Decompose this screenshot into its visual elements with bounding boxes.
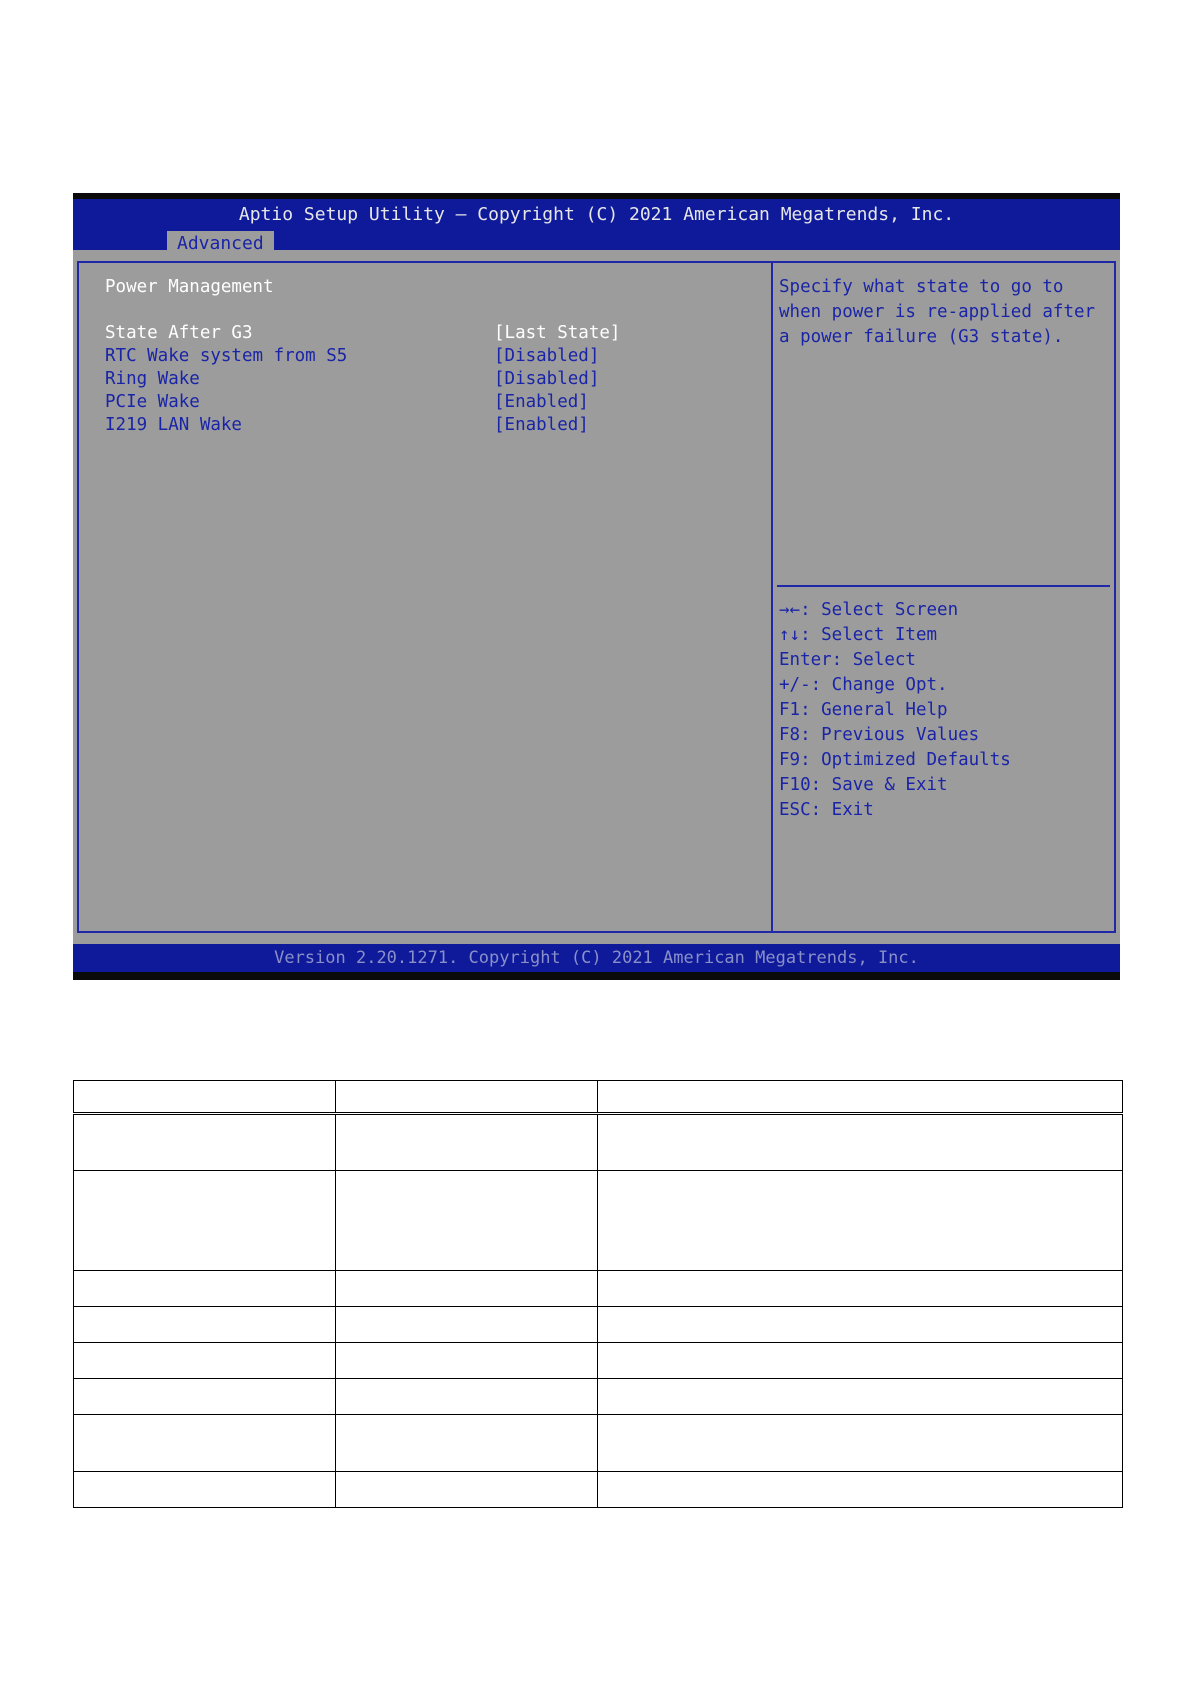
main-panel [77, 261, 1116, 933]
table-cell [74, 1271, 336, 1307]
help-line: Specify what state to go to [779, 277, 1064, 297]
table-header-cell [598, 1081, 1123, 1114]
table-row [74, 1171, 1123, 1271]
panel-divider [771, 263, 773, 931]
table-cell [598, 1343, 1123, 1379]
table-cell [336, 1472, 598, 1508]
setting-value[interactable]: [Last State] [494, 323, 621, 343]
setting-value[interactable]: [Disabled] [494, 346, 600, 366]
bios-screen [73, 193, 1120, 980]
setting-label: Ring Wake [105, 369, 200, 389]
table-cell [74, 1472, 336, 1508]
table-cell [598, 1307, 1123, 1343]
key-help-line: F1: General Help [779, 700, 948, 720]
settings-table [73, 1080, 1123, 1508]
setting-value[interactable]: [Disabled] [494, 369, 600, 389]
table-cell [74, 1114, 336, 1171]
key-help-line: Enter: Select [779, 650, 916, 670]
setting-value[interactable]: [Enabled] [494, 415, 589, 435]
setting-rtc-wake[interactable] [105, 344, 745, 369]
table-cell [336, 1343, 598, 1379]
table-cell [74, 1343, 336, 1379]
table-cell [598, 1114, 1123, 1171]
help-line: when power is re-applied after [779, 302, 1096, 322]
table-cell [336, 1415, 598, 1472]
table-cell [336, 1114, 598, 1171]
table-cell [598, 1271, 1123, 1307]
table-cell [74, 1307, 336, 1343]
key-help-line: ESC: Exit [779, 800, 874, 820]
table-header-cell [336, 1081, 598, 1114]
table-header-row [74, 1081, 1123, 1114]
setting-label: RTC Wake system from S5 [105, 346, 348, 366]
help-line: a power failure (G3 state). [779, 327, 1064, 347]
table-row [74, 1472, 1123, 1508]
bios-title-bar [73, 193, 1120, 254]
table-cell [598, 1379, 1123, 1415]
table-cell [336, 1271, 598, 1307]
key-help-line: F8: Previous Values [779, 725, 980, 745]
table-row [74, 1415, 1123, 1472]
key-help-line: ↑↓: Select Item [779, 625, 938, 645]
help-divider [777, 585, 1110, 587]
tab-advanced[interactable]: Advanced [167, 231, 274, 256]
setting-label: I219 LAN Wake [105, 415, 242, 435]
table-row [74, 1114, 1123, 1171]
setting-pcie-wake[interactable] [105, 390, 745, 415]
key-legend [779, 598, 1011, 823]
item-help [779, 275, 1109, 350]
table-cell [74, 1171, 336, 1271]
table-row [74, 1307, 1123, 1343]
key-help-line: →←: Select Screen [779, 600, 959, 620]
key-help-line: F9: Optimized Defaults [779, 750, 1011, 770]
setting-state-after-g3[interactable] [105, 321, 745, 346]
version-text: Version 2.20.1271. Copyright (C) 2021 American Megatrends, Inc. [274, 948, 919, 968]
table-cell [74, 1379, 336, 1415]
setting-value[interactable]: [Enabled] [494, 392, 589, 412]
setting-label: PCIe Wake [105, 392, 200, 412]
table-row [74, 1379, 1123, 1415]
key-help-line: +/-: Change Opt. [779, 675, 948, 695]
section-title: Power Management [105, 277, 274, 297]
setting-label: State After G3 [105, 323, 253, 343]
bios-title: Aptio Setup Utility – Copyright (C) 2021 American Megatrends, Inc. [238, 204, 955, 225]
table-cell [74, 1415, 336, 1472]
table-header-cell [74, 1081, 336, 1114]
table-cell [598, 1171, 1123, 1271]
key-help-line: F10: Save & Exit [779, 775, 948, 795]
table-cell [336, 1171, 598, 1271]
table-row [74, 1343, 1123, 1379]
table-cell [598, 1415, 1123, 1472]
table-cell [598, 1472, 1123, 1508]
bios-footer [73, 944, 1120, 980]
setting-i219-lan-wake[interactable] [105, 413, 745, 438]
table-row [74, 1271, 1123, 1307]
table-cell [336, 1307, 598, 1343]
setting-ring-wake[interactable] [105, 367, 745, 392]
table-cell [336, 1379, 598, 1415]
